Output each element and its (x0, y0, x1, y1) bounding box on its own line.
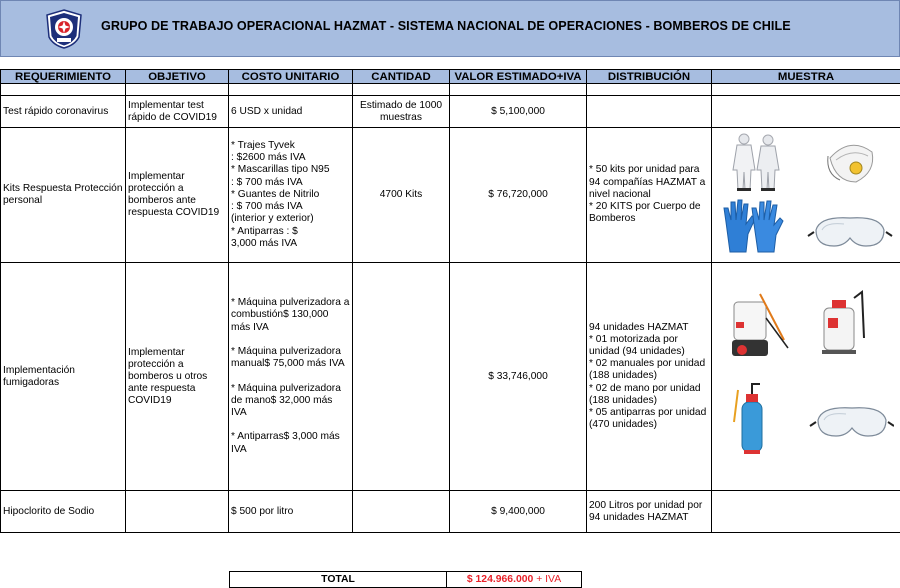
cell-valor: $ 76,720,000 (450, 128, 587, 263)
cell-objetivo: Implementar protección a bomberos ante respuesta COVID19 (126, 128, 229, 263)
ppe-sample-images (714, 130, 894, 258)
total-value: $ 124.966.000 (466, 574, 534, 585)
cell-distribucion: * 50 kits por unidad para 94 compañías HAZMAT a nivel nacional * 20 KITS por Cuerpo de Bomberos (587, 128, 712, 263)
cell-muestra (712, 128, 900, 263)
total-value-cell (447, 572, 582, 588)
cell-muestra (712, 96, 900, 128)
cell-cantidad: 4700 Kits (353, 128, 450, 263)
backpack-sprayer-image (822, 292, 864, 354)
cell-distribucion (587, 96, 712, 128)
cell-distribucion: 94 unidades HAZMAT * 01 motorizada por unidad (94 unidades) * 02 manuales por unidad (188 unidades) * 02 de mano por unidad (188 unidades) * 05 antiparras por unidad (470 unidades) (587, 263, 712, 491)
hand-sprayer-image (734, 384, 762, 454)
nitrile-gloves-image (724, 200, 783, 252)
cell-valor: $ 5,100,000 (450, 96, 587, 128)
spacer-row (1, 84, 900, 96)
cell-muestra (712, 491, 900, 533)
col-header-costo: COSTO UNITARIO (229, 70, 353, 84)
table-row (1, 96, 900, 128)
cell-objetivo (126, 491, 229, 533)
cell-valor: $ 9,400,000 (450, 491, 587, 533)
table-header-row (1, 70, 900, 84)
goggles-image (810, 408, 894, 436)
tyvek-suit-image (733, 134, 779, 191)
cell-cantidad: Estimado de 1000 muestras (353, 96, 450, 128)
motor-sprayer-image (732, 294, 788, 356)
page-header (0, 0, 900, 57)
total-table (229, 571, 582, 588)
n95-mask-image (828, 145, 873, 182)
goggles-image (808, 217, 892, 245)
cell-requerimiento: Kits Respuesta Protección personal (1, 128, 126, 263)
col-header-valor: VALOR ESTIMADO+IVA (450, 70, 587, 84)
table-row (1, 491, 900, 533)
cell-valor: $ 33,746,000 (450, 263, 587, 491)
sprayer-sample-images (714, 280, 894, 470)
requirements-table (0, 69, 900, 533)
cell-cantidad (353, 263, 450, 491)
table-row (1, 128, 900, 263)
col-header-objetivo: OBJETIVO (126, 70, 229, 84)
col-header-muestra: MUESTRA (712, 70, 900, 84)
cell-requerimiento: Test rápido coronavirus (1, 96, 126, 128)
col-header-distribucion: DISTRIBUCIÓN (587, 70, 712, 84)
cell-distribucion: 200 Litros por unidad por 94 unidades HAZMAT (587, 491, 712, 533)
col-header-requerimiento: REQUERIMIENTO (1, 70, 126, 84)
cell-requerimiento: Hipoclorito de Sodio (1, 491, 126, 533)
col-header-cantidad: CANTIDAD (353, 70, 450, 84)
page-title: GRUPO DE TRABAJO OPERACIONAL HAZMAT - SISTEMA NACIONAL DE OPERACIONES - BOMBEROS DE CHILE (101, 19, 791, 33)
cell-requerimiento: Implementación fumigadoras (1, 263, 126, 491)
cell-costo: * Trajes Tyvek : $2600 más IVA * Mascarillas tipo N95 : $ 700 más IVA * Guantes de Nitrilo : $ 700 más IVA (interior y exterior) * Antiparras : $ 3,000 más IVA (229, 128, 353, 263)
cell-costo: 6 USD x unidad (229, 96, 353, 128)
bomberos-logo (45, 9, 83, 49)
cell-objetivo: Implementar protección a bomberos u otros ante respuesta COVID19 (126, 263, 229, 491)
table-row (1, 263, 900, 491)
cell-muestra (712, 263, 900, 491)
cell-objetivo: Implementar test rápido de COVID19 (126, 96, 229, 128)
cell-costo: $ 500 por litro (229, 491, 353, 533)
cell-costo: * Máquina pulverizadora a combustión$ 130,000 más IVA * Máquina pulverizadora manual$ 75,000 más IVA * Máquina pulverizadora de mano$ 32,000 más IVA * Antiparras$ 3,000 más IVA (229, 263, 353, 491)
total-label: TOTAL (230, 572, 447, 588)
cell-cantidad (353, 491, 450, 533)
total-suffix: + IVA (533, 574, 562, 585)
